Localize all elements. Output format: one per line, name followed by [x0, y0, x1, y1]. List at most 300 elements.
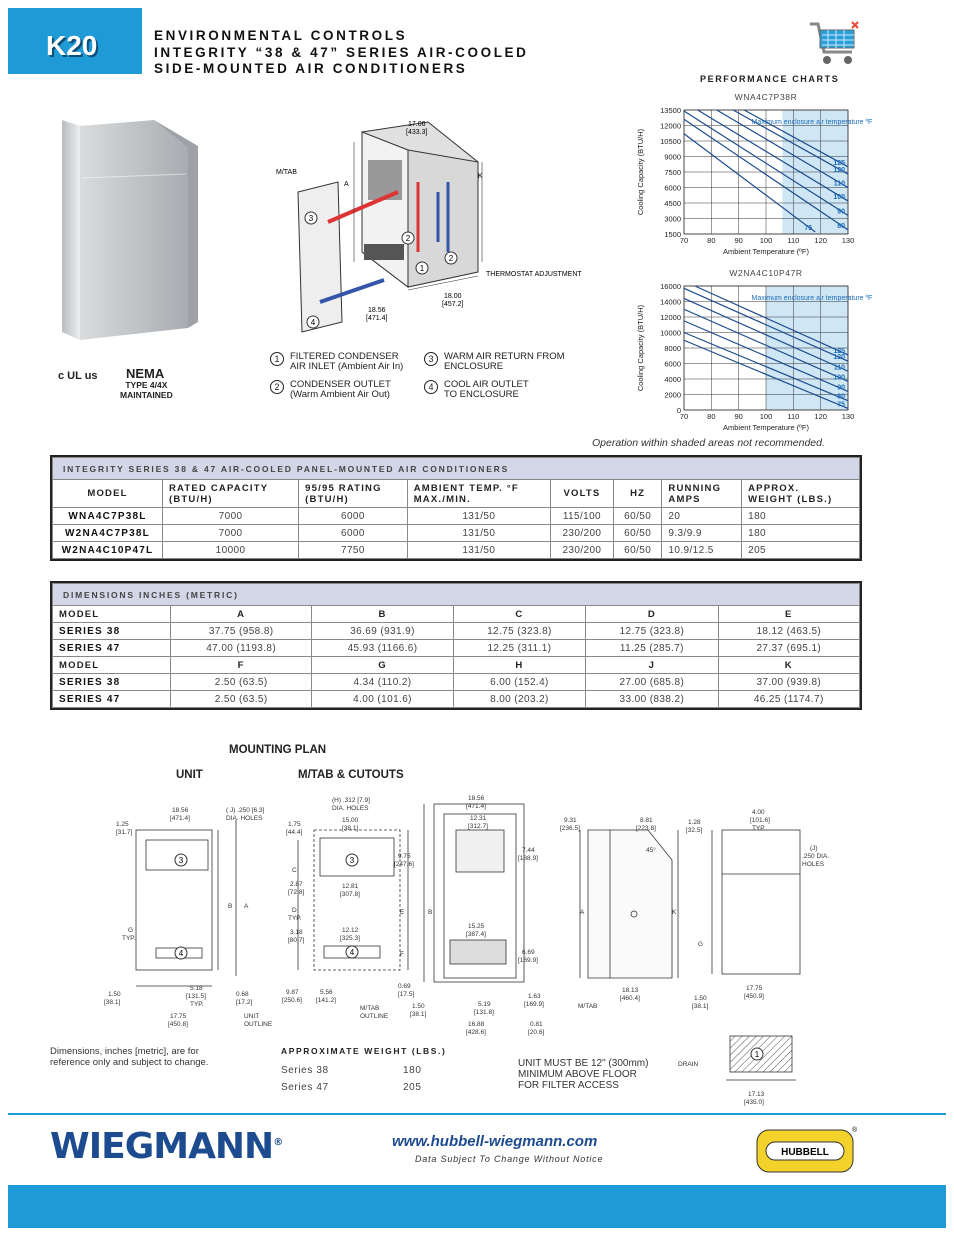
specs-table-caption: INTEGRITY SERIES 38 & 47 AIR-COOLED PANEL-MOUNTED AIR CONDITIONERS: [53, 458, 860, 480]
dim-c3: 1.75: [288, 821, 301, 828]
series-cell: SERIES 47: [53, 691, 171, 708]
series-label-125: 125: [833, 347, 845, 355]
dim-f10: 16.88: [468, 1021, 485, 1028]
dim-c5: 2.87: [290, 881, 303, 888]
dim-c8m: [325.3]: [340, 935, 360, 942]
y-tick-label: 14000: [660, 297, 681, 307]
plan-callout-3: 3: [178, 856, 184, 865]
note-line: Dimensions, inches [metric], are for: [50, 1046, 199, 1057]
callout-1: 1: [419, 264, 425, 273]
shaded-area-note: Operation within shaded areas not recommended.: [592, 437, 825, 449]
col-weight: [742, 480, 860, 508]
table-cell: 10.9/12.5: [662, 542, 742, 559]
dim-f11m: [20.6]: [528, 1029, 545, 1036]
column-header: H: [453, 657, 585, 674]
table-row: [53, 508, 860, 525]
letter-b: B: [228, 903, 233, 910]
header-text: RUNNING: [668, 482, 722, 494]
table-cell: 4.00 (101.6): [312, 691, 453, 708]
weight-series: Series 38: [281, 1065, 329, 1076]
dimensions-note: [50, 1046, 208, 1068]
table-cell: 45.93 (1166.6): [312, 640, 453, 657]
series-cell: SERIES 38: [53, 674, 171, 691]
dim-f4m: [387.4]: [466, 931, 486, 938]
exploded-unit-diagram: [268, 112, 582, 342]
dim-c8: 12.12: [342, 927, 359, 934]
dim-f4: 15.25: [468, 923, 485, 930]
dim-f9: 1.63: [528, 993, 541, 1000]
dim-u8: 17.75: [170, 1013, 187, 1020]
col-rated-capacity: [163, 480, 299, 508]
dim-u9: UNIT: [244, 1013, 260, 1020]
col-hz: [613, 480, 662, 508]
table-cell: 36.69 (931.9): [312, 623, 453, 640]
y-tick-label: 2000: [664, 390, 681, 400]
dim-s1: 9.31: [564, 817, 577, 824]
dim-c1: (H) .312 [7.9]: [332, 797, 370, 804]
x-tick-label: 70: [679, 236, 689, 245]
dim-s4: 18.13: [622, 987, 639, 994]
legend-subtext: ENCLOSURE: [444, 361, 504, 372]
letter-a: A: [244, 903, 249, 910]
model-cell: W2NA4C10P47L: [53, 542, 163, 559]
series-label-90: 90: [837, 384, 845, 392]
title-line-2: INTEGRITY “38 & 47” SERIES AIR-COOLED: [154, 44, 529, 60]
table-cell: 18.12 (463.5): [718, 623, 859, 640]
page-title: [154, 28, 529, 78]
y-tick-label: 6000: [664, 183, 681, 193]
diagram-mtab-label: M/TAB: [276, 169, 297, 176]
table-cell: 12.75 (323.8): [586, 623, 718, 640]
weight-series: Series 47: [281, 1082, 329, 1093]
dim-c6m: [307.8]: [340, 891, 360, 898]
section-tag: [8, 8, 142, 74]
hubbell-registered-mark: ®: [852, 1127, 858, 1134]
series-label-110: 110: [833, 180, 845, 188]
series-label-80: 80: [837, 393, 845, 401]
table-cell: 180: [742, 508, 860, 525]
dim-r7: DRAIN: [678, 1061, 699, 1068]
nema-rating: [120, 380, 173, 400]
table-cell: 8.00 (203.2): [453, 691, 585, 708]
diagram-dim-width: 17.06: [408, 121, 426, 128]
series-label-100: 100: [833, 193, 845, 201]
dim-r3c: HOLES: [802, 861, 825, 868]
dim-r2b: TYP.: [752, 825, 766, 832]
floor-clearance-note: [518, 1058, 648, 1091]
header-text: 95/95 RATING: [305, 482, 382, 494]
dim-r2m: [101.6]: [750, 817, 770, 824]
wiegmann-logo-text: WIEGMANN: [50, 1126, 274, 1167]
diagram-dim-height-metric: [457.2]: [442, 301, 464, 308]
legend-number: 2: [270, 380, 284, 394]
table-cell: 9.3/9.9: [662, 525, 742, 542]
y-tick-label: 4500: [664, 199, 681, 208]
table-cell: 60/50: [613, 542, 662, 559]
letter-f: F: [400, 951, 404, 958]
column-header: F: [171, 657, 312, 674]
diagram-dim-a: A: [344, 181, 349, 188]
table-cell: 37.00 (939.8): [718, 674, 859, 691]
column-header: B: [312, 606, 453, 623]
y-tick-label: 10000: [660, 328, 681, 338]
dim-c2m: [38.1]: [342, 825, 359, 832]
legend-text: WARM AIR RETURN FROM: [444, 351, 565, 362]
table-cell: 10000: [163, 542, 299, 559]
x-tick-label: 120: [814, 236, 827, 245]
hubbell-logo-text: HUBBELL: [781, 1147, 829, 1158]
chart-w2na4c10p47r: [630, 266, 873, 438]
dim-c10: 5.56: [320, 989, 333, 996]
chart-title: WNA4C7P38R: [734, 92, 798, 102]
dim-f5: 6.69: [522, 949, 535, 956]
wiegmann-logo: [50, 1126, 282, 1167]
series-cell: SERIES 38: [53, 623, 171, 640]
legend-subtext: (Warm Ambient Air Out): [290, 389, 390, 400]
nema-maintained: MAINTAINED: [120, 390, 173, 400]
plan-callout-4: 4: [178, 949, 184, 958]
footer-bar: [8, 1185, 946, 1228]
website-link[interactable]: www.hubbell-wiegmann.com: [392, 1133, 598, 1150]
dim-f2: 12.31: [470, 815, 487, 822]
dim-f7m: [38.1]: [410, 1011, 427, 1018]
table-header-row: [53, 606, 860, 623]
column-header: J: [586, 657, 718, 674]
table-cell: 205: [742, 542, 860, 559]
legend-item-1: [270, 352, 403, 372]
header-text: APPROX.: [748, 482, 800, 494]
thermostat-label: THERMOSTAT ADJUSTMENT: [486, 271, 582, 278]
diagram-dim-depth-metric: [471.4]: [366, 315, 388, 322]
table-row: [53, 542, 860, 559]
y-tick-label: 4000: [664, 375, 681, 384]
dim-s3: 45°: [646, 847, 656, 854]
diagram-dim-height: 18.00: [444, 293, 462, 300]
dim-c4: 9.75: [398, 853, 411, 860]
dim-u8m: [450.8]: [168, 1021, 188, 1028]
diagram-dim-width-metric: [433.3]: [406, 129, 428, 136]
header-text: MODEL: [87, 488, 128, 499]
y-tick-label: 0: [676, 406, 681, 415]
model-cell: W2NA4C7P38L: [53, 525, 163, 542]
table-cell: 6000: [299, 525, 408, 542]
dim-r5: 1.50: [694, 995, 707, 1002]
series-label-80: 80: [837, 222, 845, 230]
y-tick-label: 3000: [664, 214, 681, 224]
dim-u7: 0.68: [236, 991, 249, 998]
col-9595-rating: [299, 480, 408, 508]
x-tick-label: 80: [707, 236, 716, 245]
dim-u6b: TYP.: [190, 1001, 204, 1008]
dim-r8: 17.13: [748, 1091, 765, 1098]
table-cell: 6.00 (152.4): [453, 674, 585, 691]
performance-charts-title: PERFORMANCE CHARTS: [700, 74, 840, 84]
legend-item-3: [424, 352, 565, 372]
x-tick-label: 110: [787, 412, 800, 421]
cutouts-subtitle: M/TAB & CUTOUTS: [298, 769, 404, 781]
table-cell: 7000: [163, 508, 299, 525]
dim-u1m: [471.4]: [170, 815, 190, 822]
legend-subtext: AIR INLET (Ambient Air In): [290, 361, 404, 372]
dim-r1: 1.28: [688, 819, 701, 826]
y-tick-label: 10500: [660, 137, 681, 146]
disclaimer-text: Data Subject To Change Without Notice: [415, 1154, 604, 1164]
table-cell: 46.25 (1174.7): [718, 691, 859, 708]
legend-number: 3: [424, 352, 438, 366]
column-header: D: [586, 606, 718, 623]
dim-s4m: [460.4]: [620, 995, 640, 1002]
dim-c2: 15.00: [342, 817, 359, 824]
column-header: MODEL: [53, 657, 171, 674]
dim-r2: 4.00: [752, 809, 765, 816]
legend-number: 4: [424, 380, 438, 394]
chart-annotation: Maximum enclosure air temperature ºF: [751, 295, 873, 302]
callout-4: 4: [310, 318, 316, 327]
note-line: FOR FILTER ACCESS: [518, 1080, 619, 1091]
table-cell: 20: [662, 508, 742, 525]
dim-u1: 18.56: [172, 807, 189, 814]
table-cell: 115/100: [550, 508, 613, 525]
y-tick-label: 7500: [664, 168, 681, 177]
legend-subtext: TO ENCLOSURE: [444, 389, 519, 400]
dim-c9: 9.87: [286, 989, 299, 996]
note-line: MINIMUM ABOVE FLOOR: [518, 1069, 637, 1080]
dim-c7m: [80.7]: [288, 937, 305, 944]
dim-s5: M/TAB: [578, 1003, 598, 1010]
section-tag-label: K20: [46, 30, 98, 61]
header-text: VOLTS: [563, 488, 601, 499]
table-cell: 60/50: [613, 525, 662, 542]
header-text: HZ: [630, 488, 646, 499]
y-tick-label: 16000: [660, 282, 681, 291]
drain-callout-1: 1: [754, 1050, 760, 1059]
dim-u4: G: [128, 927, 134, 934]
dim-f11: 0.81: [530, 1021, 543, 1028]
specs-table: [50, 455, 862, 561]
ul-listing-logo: c UL us: [58, 370, 98, 382]
column-header: K: [718, 657, 859, 674]
callout-2a: 2: [405, 234, 411, 243]
x-tick-label: 100: [759, 236, 773, 245]
dim-f5m: [169.9]: [518, 957, 538, 964]
dim-f8: 5.19: [478, 1001, 491, 1008]
series-label-90: 90: [837, 208, 845, 216]
dim-c9m: [250.6]: [282, 997, 302, 1004]
table-row: [53, 623, 860, 640]
title-line-1: ENVIRONMENTAL CONTROLS: [154, 28, 408, 43]
table-cell: 7750: [299, 542, 408, 559]
dim-f3: 7.44: [522, 847, 535, 854]
table-cell: 131/50: [407, 542, 550, 559]
dim-u4b: TYP.: [122, 935, 136, 942]
mounting-plan-title: MOUNTING PLAN: [229, 744, 327, 756]
series-label-125: 125: [833, 159, 845, 167]
dim-u3m: [31.7]: [116, 829, 133, 836]
dim-u9b: OUTLINE: [244, 1021, 273, 1028]
approx-weight-title: APPROXIMATE WEIGHT (LBS.): [281, 1046, 447, 1056]
callout-3: 3: [308, 214, 314, 223]
dim-r6m: [450.9]: [744, 993, 764, 1000]
y-axis-label: Cooling Capacity (BTU/H): [636, 128, 645, 216]
dim-r3b: .250 DIA.: [802, 853, 830, 860]
registered-mark: ®: [273, 1137, 283, 1148]
letter-e: E: [400, 909, 405, 916]
header-subtext: (BTU/H): [169, 493, 213, 505]
header-text: AMBIENT TEMP. °F: [413, 482, 519, 494]
table-cell: 27.37 (695.1): [718, 640, 859, 657]
dim-r4: G: [698, 941, 704, 948]
dim-f1m: [471.4]: [466, 803, 486, 810]
note-line: reference only and subject to change.: [50, 1057, 209, 1068]
legend-number: 1: [270, 352, 284, 366]
table-header-row: [53, 657, 860, 674]
table-cell: 2.50 (63.5): [171, 674, 312, 691]
note-line: UNIT MUST BE 12" (300mm): [518, 1058, 649, 1069]
weight-value: 205: [403, 1082, 422, 1093]
dim-u7m: [17.2]: [236, 999, 253, 1006]
column-header: G: [312, 657, 453, 674]
dim-c4m: [247.6]: [394, 861, 414, 868]
series-label-100: 100: [833, 374, 845, 382]
footer-divider: [8, 1113, 946, 1115]
dim-r8m: [435.0]: [744, 1099, 764, 1106]
legend-text: CONDENSER OUTLET: [290, 379, 391, 390]
header-subtext: (BTU/H): [305, 493, 349, 505]
dim-u5m: [38.1]: [104, 999, 121, 1006]
table-cell: 27.00 (685.8): [586, 674, 718, 691]
table-cell: 131/50: [407, 525, 550, 542]
series-label-75: 75: [804, 224, 813, 232]
model-cell: WNA4C7P38L: [53, 508, 163, 525]
column-header: C: [453, 606, 585, 623]
col-volts: [550, 480, 613, 508]
table-cell: 6000: [299, 508, 408, 525]
dim-c11b: OUTLINE: [360, 1013, 389, 1020]
diagram-dim-k: K: [478, 173, 483, 180]
dim-r6: 17.75: [746, 985, 763, 992]
dim-u2b: DIA. HOLES: [226, 815, 263, 822]
table-cell: 60/50: [613, 508, 662, 525]
y-tick-label: 1500: [664, 230, 681, 239]
x-tick-label: 100: [759, 412, 773, 421]
series-label-110: 110: [833, 364, 845, 372]
dim-r5m: [38.1]: [692, 1003, 709, 1010]
product-photo: [58, 118, 208, 348]
series-label-120: 120: [833, 167, 845, 175]
hubbell-logo: [756, 1126, 858, 1174]
table-cell: 131/50: [407, 508, 550, 525]
table-cell: 47.00 (1193.8): [171, 640, 312, 657]
table-row: [53, 674, 860, 691]
legend-text: COOL AIR OUTLET: [444, 379, 529, 390]
dim-s2: 8.81: [640, 817, 653, 824]
y-tick-label: 12000: [660, 313, 681, 322]
header-subtext: MAX./MIN.: [413, 493, 471, 505]
y-tick-label: 13500: [660, 106, 681, 115]
dim-c6: 12.81: [342, 883, 359, 890]
series-cell: SERIES 47: [53, 640, 171, 657]
title-line-3: SIDE-MOUNTED AIR CONDITIONERS: [154, 61, 468, 76]
table-cell: 4.34 (110.2): [312, 674, 453, 691]
x-axis-label: Ambient Temperature (ºF): [723, 247, 809, 256]
letter-c: C: [292, 867, 297, 874]
table-cell: 180: [742, 525, 860, 542]
table-cell: 230/200: [550, 542, 613, 559]
dim-r1m: [32.5]: [686, 827, 703, 834]
dim-u6m: [131.5]: [186, 993, 206, 1000]
dim-c5m: [72.8]: [288, 889, 305, 896]
table-cell: 12.25 (311.1): [453, 640, 585, 657]
x-tick-label: 70: [679, 412, 689, 421]
letter-d-typ: TYP.: [288, 915, 302, 922]
legend-item-2: [270, 380, 391, 400]
column-header: E: [718, 606, 859, 623]
dim-c10m: [141.2]: [316, 997, 336, 1004]
col-ambient-temp: [407, 480, 550, 508]
column-header: MODEL: [53, 606, 171, 623]
chart-wna4c7p38r: [630, 90, 873, 262]
series-label-120: 120: [833, 354, 845, 362]
weight-value: 180: [403, 1065, 422, 1076]
table-row: [53, 525, 860, 542]
x-tick-label: 110: [787, 236, 800, 245]
table-row: [53, 691, 860, 708]
dim-u2: ( J) .250 [6.3]: [226, 807, 265, 814]
table-cell: 12.75 (323.8): [453, 623, 585, 640]
unit-subtitle: UNIT: [176, 769, 203, 781]
letter-a-side: A: [580, 909, 585, 916]
dim-f3m: [188.9]: [518, 855, 538, 862]
table-cell: 11.25 (285.7): [586, 640, 718, 657]
dim-r3: (J): [810, 845, 818, 852]
chart-title: W2NA4C10P47R: [729, 268, 803, 278]
y-tick-label: 12000: [660, 121, 681, 131]
dim-f10m: [428.6]: [466, 1029, 486, 1036]
table-cell: 7000: [163, 525, 299, 542]
nema-type: TYPE 4/4X: [125, 380, 168, 390]
weight-row-38: [281, 1062, 422, 1079]
x-tick-label: 130: [841, 412, 855, 421]
dim-c11: M/TAB: [360, 1005, 380, 1012]
dimensions-table-caption: DIMENSIONS INCHES (METRIC): [53, 584, 860, 606]
dim-u3: 1.25: [116, 821, 129, 828]
dim-f1: 18.56: [468, 795, 485, 802]
callout-2b: 2: [448, 254, 454, 263]
table-cell: 33.00 (838.2): [586, 691, 718, 708]
dim-u6: 5.18: [190, 985, 203, 992]
legend-item-4: [424, 380, 529, 400]
weight-row-47: [281, 1079, 422, 1096]
nema-label: NEMA: [126, 366, 165, 381]
dim-s2m: [223.8]: [636, 825, 656, 832]
cutout-callout-4: 4: [349, 948, 355, 957]
approx-weight-list: [281, 1062, 422, 1096]
dim-c7: 3.18: [290, 929, 303, 936]
header-text: RATED CAPACITY: [169, 482, 269, 494]
dim-u5: 1.50: [108, 991, 121, 998]
legend-text: FILTERED CONDENSER: [290, 351, 399, 362]
dim-f2m: [312.7]: [468, 823, 488, 830]
x-tick-label: 90: [734, 412, 743, 421]
dim-c3m: [44.4]: [286, 829, 303, 836]
shopping-cart-icon[interactable]: [808, 18, 860, 68]
dim-s1m: [236.5]: [560, 825, 580, 832]
header-subtext: AMPS: [668, 493, 701, 505]
dim-f8m: [131.8]: [474, 1009, 494, 1016]
x-tick-label: 80: [707, 412, 716, 421]
cutout-callout-3: 3: [349, 856, 355, 865]
chart-annotation: Maximum enclosure air temperature ºF: [751, 119, 873, 126]
